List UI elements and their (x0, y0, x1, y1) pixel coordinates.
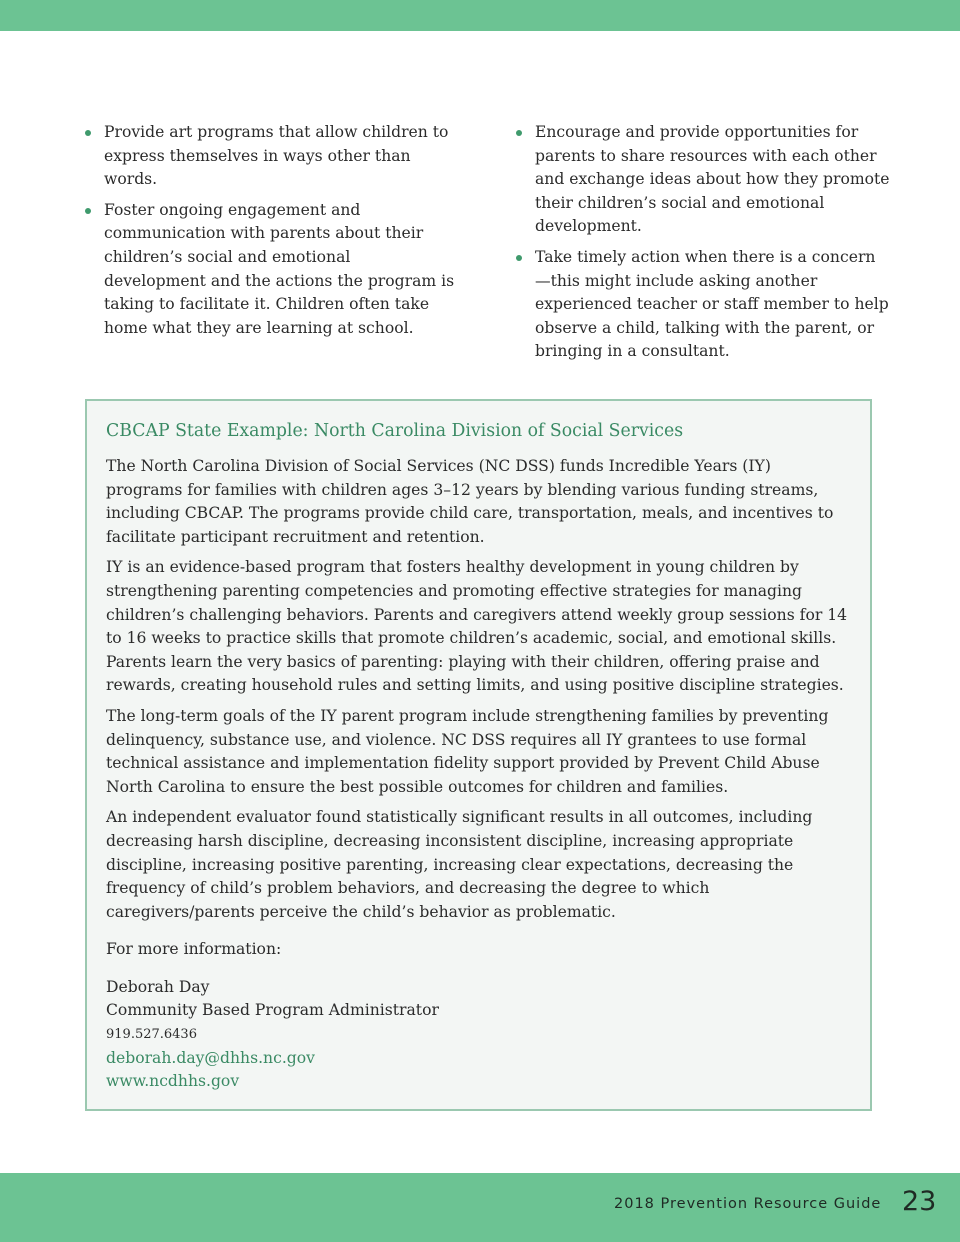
bullet-text: Encourage and provide opportunities for parents to share resources with each other and exchange ideas about how they promote their children’s social and emotional development. (535, 123, 890, 236)
page-number: 23 (902, 1186, 937, 1217)
list-item (84, 121, 456, 192)
bullet-dot-icon (85, 208, 91, 214)
callout-paragraph: The long-term goals of the IY parent program include strengthening families by preventing delinquency, substance use, and violence. NC DSS requires all IY grantees to use formal technical assistance and implementation fidelity support provided by Prevent Child Abuse North Carolina to ensure the best possible outcomes for children and families. (106, 706, 829, 796)
footer-guide-title: 2018 Prevention Resource Guide (614, 1196, 882, 1212)
bullet-text: Foster ongoing engagement and communication with parents about their children’s social and emotional development and the actions the program is taking to facilitate it. Children often take home what they are learning at school. (104, 200, 455, 337)
bullet-dot-icon (85, 130, 91, 136)
contact-name: Deborah Day (106, 977, 210, 996)
bullet-dot-icon (516, 130, 522, 136)
contact-email-link[interactable]: deborah.day@dhhs.nc.gov (106, 1048, 315, 1067)
list-item (84, 199, 456, 341)
right-bullet-list (515, 121, 890, 371)
bullet-dot-icon (516, 255, 522, 261)
top-color-band (0, 0, 960, 31)
contact-role: Community Based Program Administrator (106, 1001, 439, 1020)
contact-block (106, 976, 852, 1094)
callout-paragraph: IY is an evidence-based program that fosters healthy development in young children by strengthening parenting competencies and promoting effective strategies for managing children’s challenging behaviors. Parents and caregivers attend weekly group sessions for 14 to 16 weeks to practice skills that promote children’s academic, social, and emotional skills. Parents learn the very basics of parenting: playing with their children, offering praise and rewards, creating household rules and setting limits, and using positive discipline strategies. (106, 558, 848, 695)
state-example-callout (85, 399, 872, 1111)
bullet-text: Take timely action when there is a concern—this might include asking another experienced teacher or staff member to help observe a child, talking with the parent, or bringing in a consultant. (535, 247, 889, 361)
bullet-text: Provide art programs that allow children to express themselves in ways other than words. (104, 123, 449, 189)
callout-title: CBCAP State Example: North Carolina Division of Social Services (106, 421, 684, 441)
left-bullet-list (84, 121, 456, 347)
callout-paragraph: An independent evaluator found statistically significant results in all outcomes, including decreasing harsh discipline, decreasing inconsistent discipline, increasing appropriate discipline, increasing positive parenting, increasing clear expectations, decreasing the frequency of child’s problem behaviors, and decreasing the degree to which caregivers/parents perceive the child’s behavior as problematic. (106, 808, 813, 921)
list-item (515, 246, 890, 364)
list-item (515, 121, 890, 239)
more-info-label: For more information: (106, 940, 282, 959)
callout-paragraph: The North Carolina Division of Social Services (NC DSS) funds Incredible Years (IY) programs for families with children ages 3–12 years by blending various funding streams, including CBCAP. The programs provide child care, transportation, meals, and incentives to facilitate participant recruitment and retention. (106, 457, 834, 546)
contact-website-link[interactable]: www.ncdhhs.gov (106, 1072, 240, 1091)
contact-phone: 919.527.6436 (106, 1027, 197, 1043)
